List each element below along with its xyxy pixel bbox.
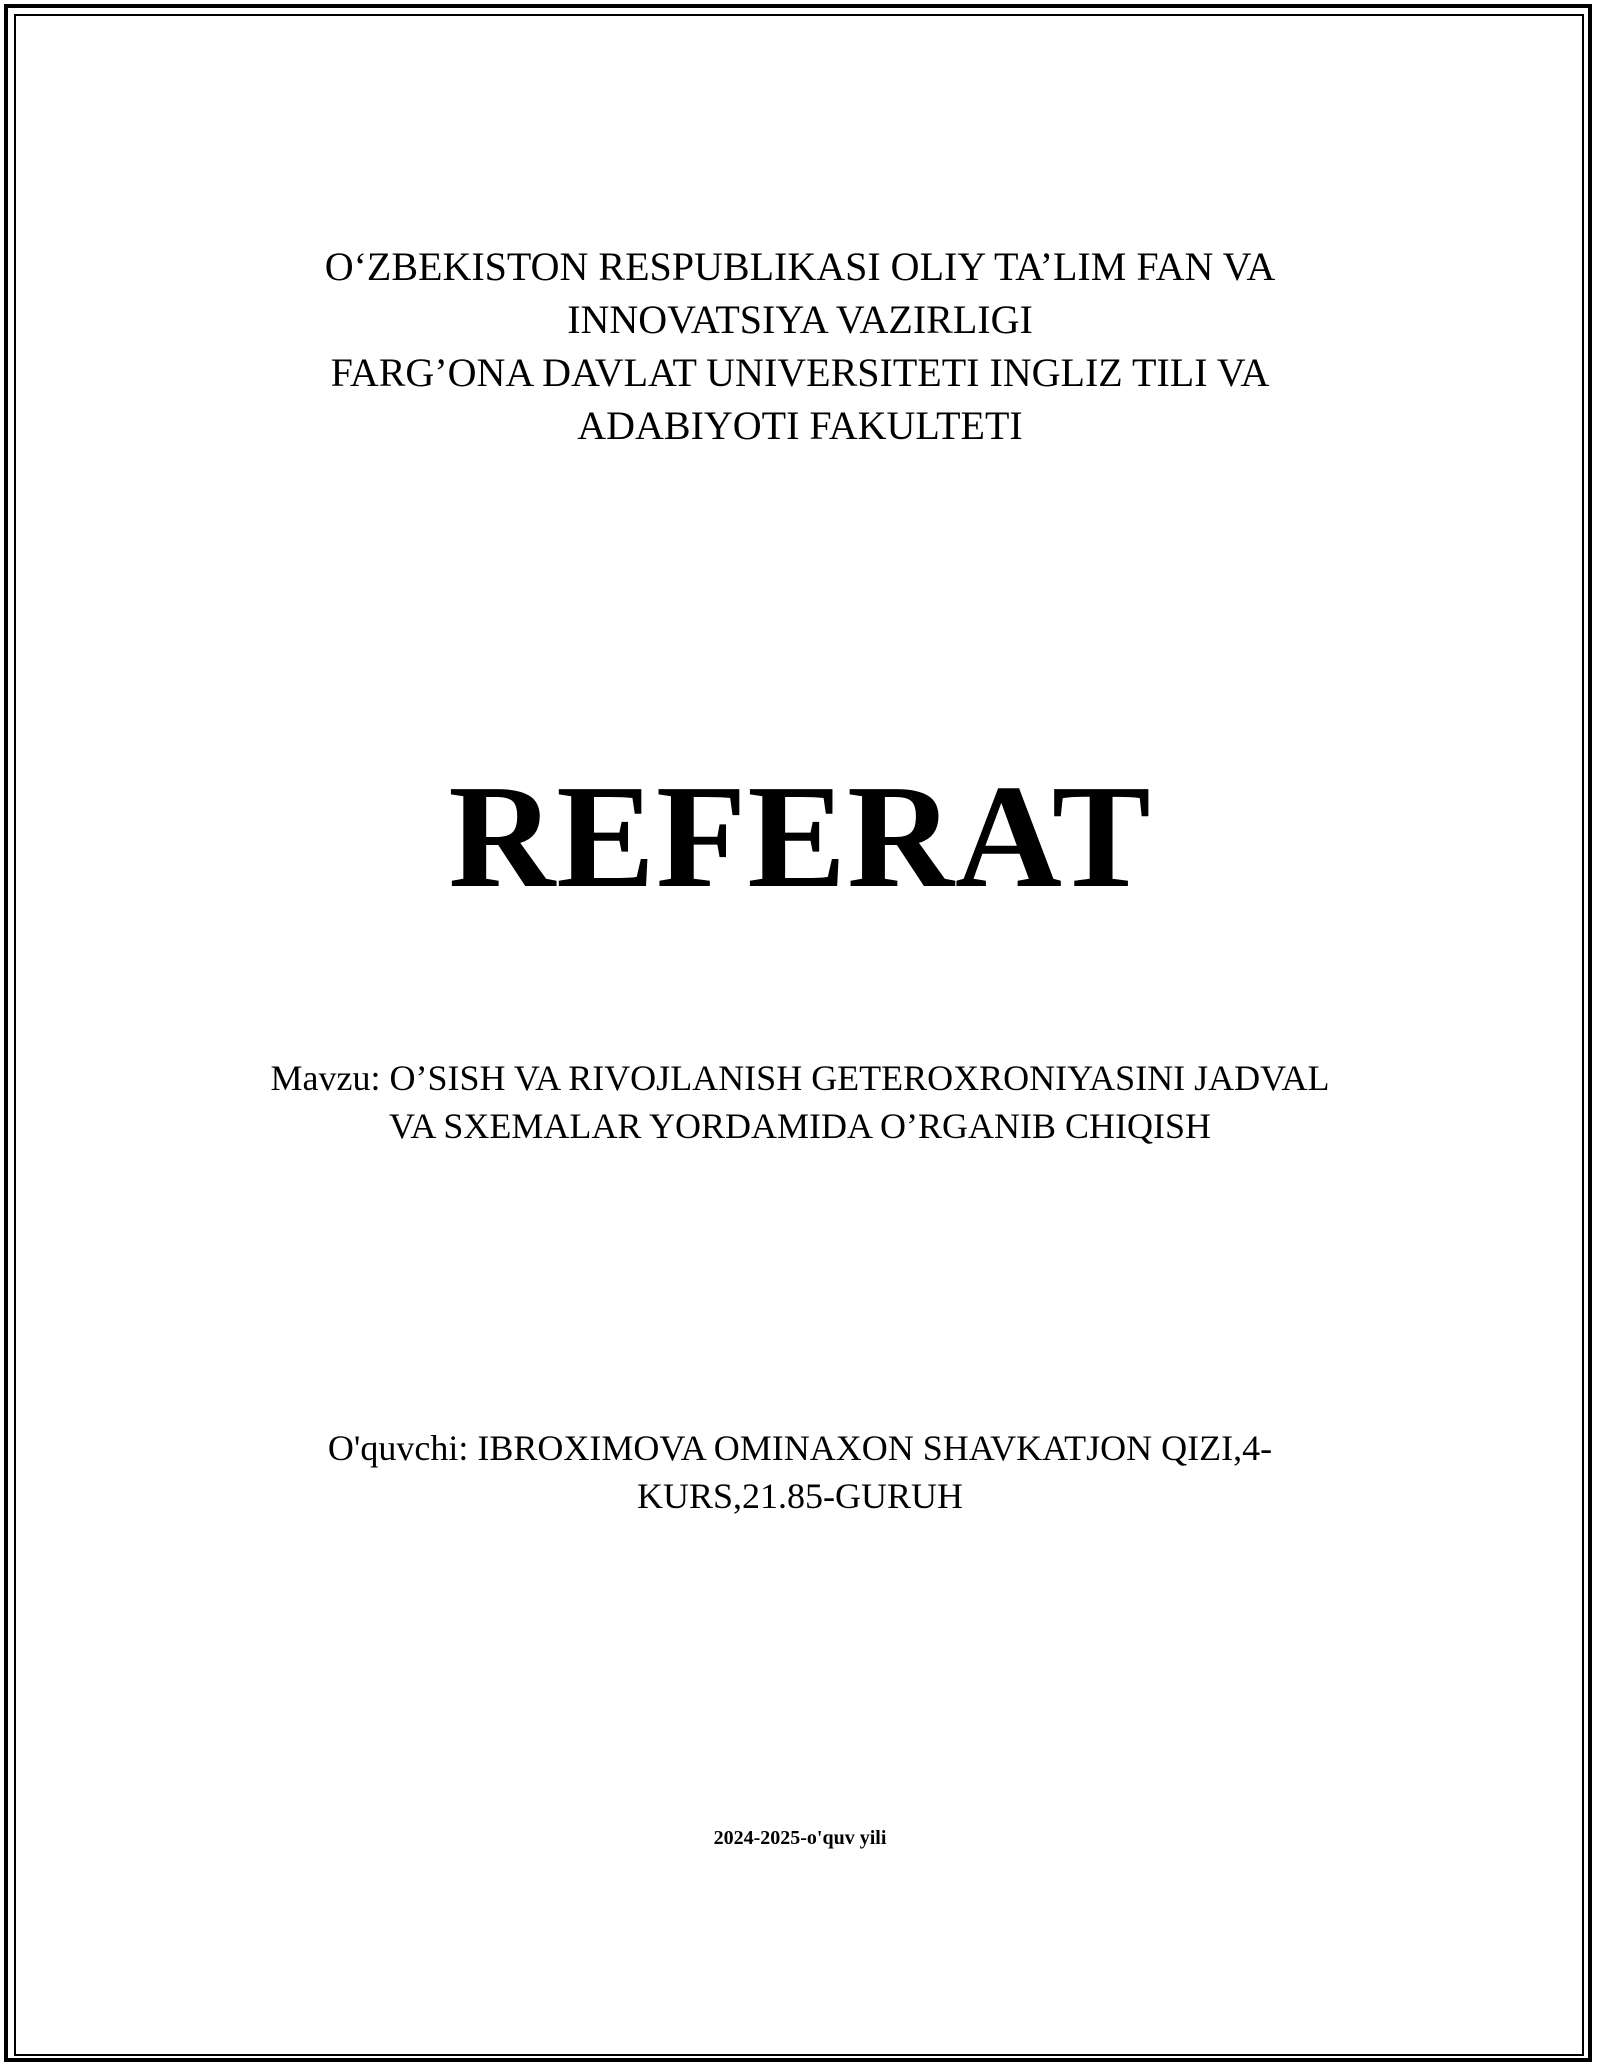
student-line-2: KURS,21.85-GURUH [636,1476,964,1516]
ministry-line-2: INNOVATSIYA VAZIRLIGI [567,297,1033,342]
ministry-line-1: O‘ZBEKISTON RESPUBLIKASI OLIY TA’LIM FAN VA [324,244,1276,289]
ministry-header [200,240,1400,452]
university-line-2: ADABIYOTI FAKULTETI [577,403,1023,448]
academic-year: 2024-2025-o'quv yili [713,1827,887,1849]
student-section [200,1424,1400,1520]
document-title: REFERAT [448,755,1152,919]
topic-section [200,1054,1400,1150]
topic-line-1: Mavzu: O’SISH VA RIVOJLANISH GETEROXRONIYASINI JADVAL [270,1058,1330,1098]
topic-line-2: VA SXEMALAR YORDAMIDA O’RGANIB CHIQISH [388,1106,1212,1146]
university-line-1: FARG’ONA DAVLAT UNIVERSITETI INGLIZ TILI VA [330,350,1270,395]
student-line-1: O'quvchi: IBROXIMOVA OMINAXON SHAVKATJON QIZI,4- [327,1428,1273,1468]
